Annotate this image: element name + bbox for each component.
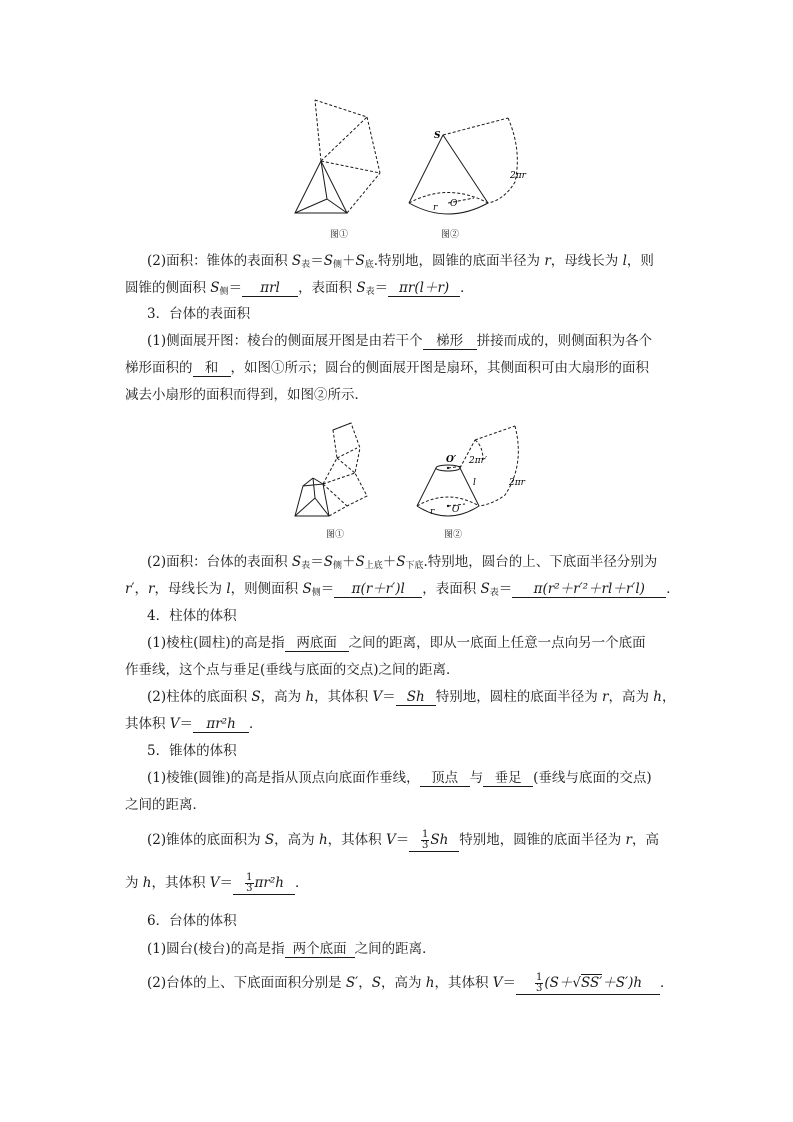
fraction-one-third: $\frac{1}{3}$ [246,872,253,894]
label-arc-2pir: 2πr [510,171,526,181]
cone-volume-line-3: (2)锥体的底面积为 S，高为 h，其体积 V＝ $\frac{1}{3}$ Sh 特别地，圆锥的底面半径为 r，高 [147,829,659,851]
fraction-one-third: $\frac{1}{3}$ [535,972,543,994]
frustum-surface-line-2: 梯形面积的 和 ，如图①所示；圆台的侧面展开图是扇环，其侧面积可由大扇形的面积 [125,360,649,376]
answer-blank: π(r²＋r′²＋rl＋r′l) [512,582,666,598]
section-heading: 6．台体的体积 [147,913,237,929]
figure-caption: 图① [330,230,349,240]
fraction-one-third: $\frac{1}{3}$ [422,829,429,851]
prism-volume-line-1: (1)棱柱(圆柱)的高是指 两底面 之间的距离，即从一底面上任意一点向另一个底面 [147,635,646,651]
prism-volume-line-3: (2)柱体的底面积 S，高为 h，其体积 V＝ Sh 特别地，圆柱的底面半径为 r，高为 h， [147,689,676,705]
answer-blank: 两底面 [285,636,349,652]
section-heading: 4．柱体的体积 [147,608,237,624]
answer-blank: $\frac{1}{3}$ (S＋√SS′＋S′)h [516,973,660,995]
cone-net-figure [400,110,560,220]
section-heading: 3．台体的表面积 [147,306,251,322]
prism-volume-line-4: 其体积 V＝ πr²h ． [125,716,263,732]
cone-volume-line-2: 之间的距离． [125,797,206,813]
answer-blank: 梯形 [423,334,477,350]
cone-volume-line-4: 为 h，其体积 V＝ $\frac{1}{3}$ πr²h ． [125,872,309,894]
frustum-surface-line-1: (1)侧面展开图：棱台的侧面展开图是由若干个 梯形 拼接而成的，则侧面积为各个 [147,333,653,349]
label-top-center-o-prime: O′ [446,455,457,465]
label-slant-l: l [473,478,476,488]
answer-blank: πrl [242,281,298,297]
answer-blank: πr(l＋r) [388,281,460,297]
frustum-volume-line-2: (2)台体的上、下底面面积分别是 S′，S，高为 h，其体积 V＝ $\frac{1}{3}$ (S＋√SS′＋S′)h ． [147,972,674,994]
frustum-pyramid-net-figure [285,418,380,523]
label-radius-r: r [430,507,435,517]
answer-blank: 两个底面 [285,942,355,958]
figure-caption: 图② [441,230,460,240]
figure-caption: 图② [444,530,463,540]
answer-blank: 和 [193,361,231,377]
frustum-cone-net-figure [405,420,545,525]
frustum-surface-line-4: (2)面积：台体的表面积 $S_表=S_侧+S_{上底}+S_{下底}$.特别地，圆台的上、下底面半径分别为 [147,554,658,571]
cone-area-line-2: 圆锥的侧面积 $S_侧= \pi rl$ ，表面积 $S_表= \pi r(l+r)$ ． [125,280,474,297]
frustum-surface-line-5: r′，r，母线长为 l，则侧面积 $S_侧= \pi(r+r')l$ ，表面积 $S_表= \pi(r^2+r'^2+rl+r'l)$ ． [125,581,680,598]
label-arc-2pir: 2πr [509,478,525,488]
label-center-o: O [450,199,458,209]
prism-volume-line-2: 作垂线，这个点与垂足(垂线与底面的交点)之间的距离． [125,662,460,678]
answer-blank: Sh [396,690,436,706]
figure-caption: 图① [326,530,345,540]
label-center-o: O [452,505,460,515]
frustum-surface-line-3: 减去小扇形的面积而得到，如图②所示． [125,387,368,403]
answer-blank: $\frac{1}{3}$ πr²h [233,873,295,895]
pyramid-net-figure [285,95,400,220]
section-heading: 5．锥体的体积 [147,743,237,759]
cone-volume-line-1: (1)棱锥(圆锥)的高是指从顶点向底面作垂线， 顶点 与 垂足 (垂线与底面的交点) [147,770,652,786]
answer-blank: 垂足 [483,771,533,787]
label-apex-s: S [434,131,441,141]
answer-blank: π(r＋r′)l [334,582,422,598]
frustum-volume-line-1: (1)圆台(棱台)的高是指 两个底面 之间的距离． [147,941,436,957]
answer-blank: $\frac{1}{3}$ Sh [409,830,459,852]
label-radius-r: r [433,203,438,213]
answer-blank: πr²h [193,717,249,733]
answer-blank: 顶点 [420,771,470,787]
label-arc-2pir-prime: 2πr′ [469,456,487,466]
cone-area-line-1: (2)面积：锥体的表面积 $S_表=S_侧+S_底$.特别地，圆锥的底面半径为 r，母线长为 l，则 [147,253,654,270]
